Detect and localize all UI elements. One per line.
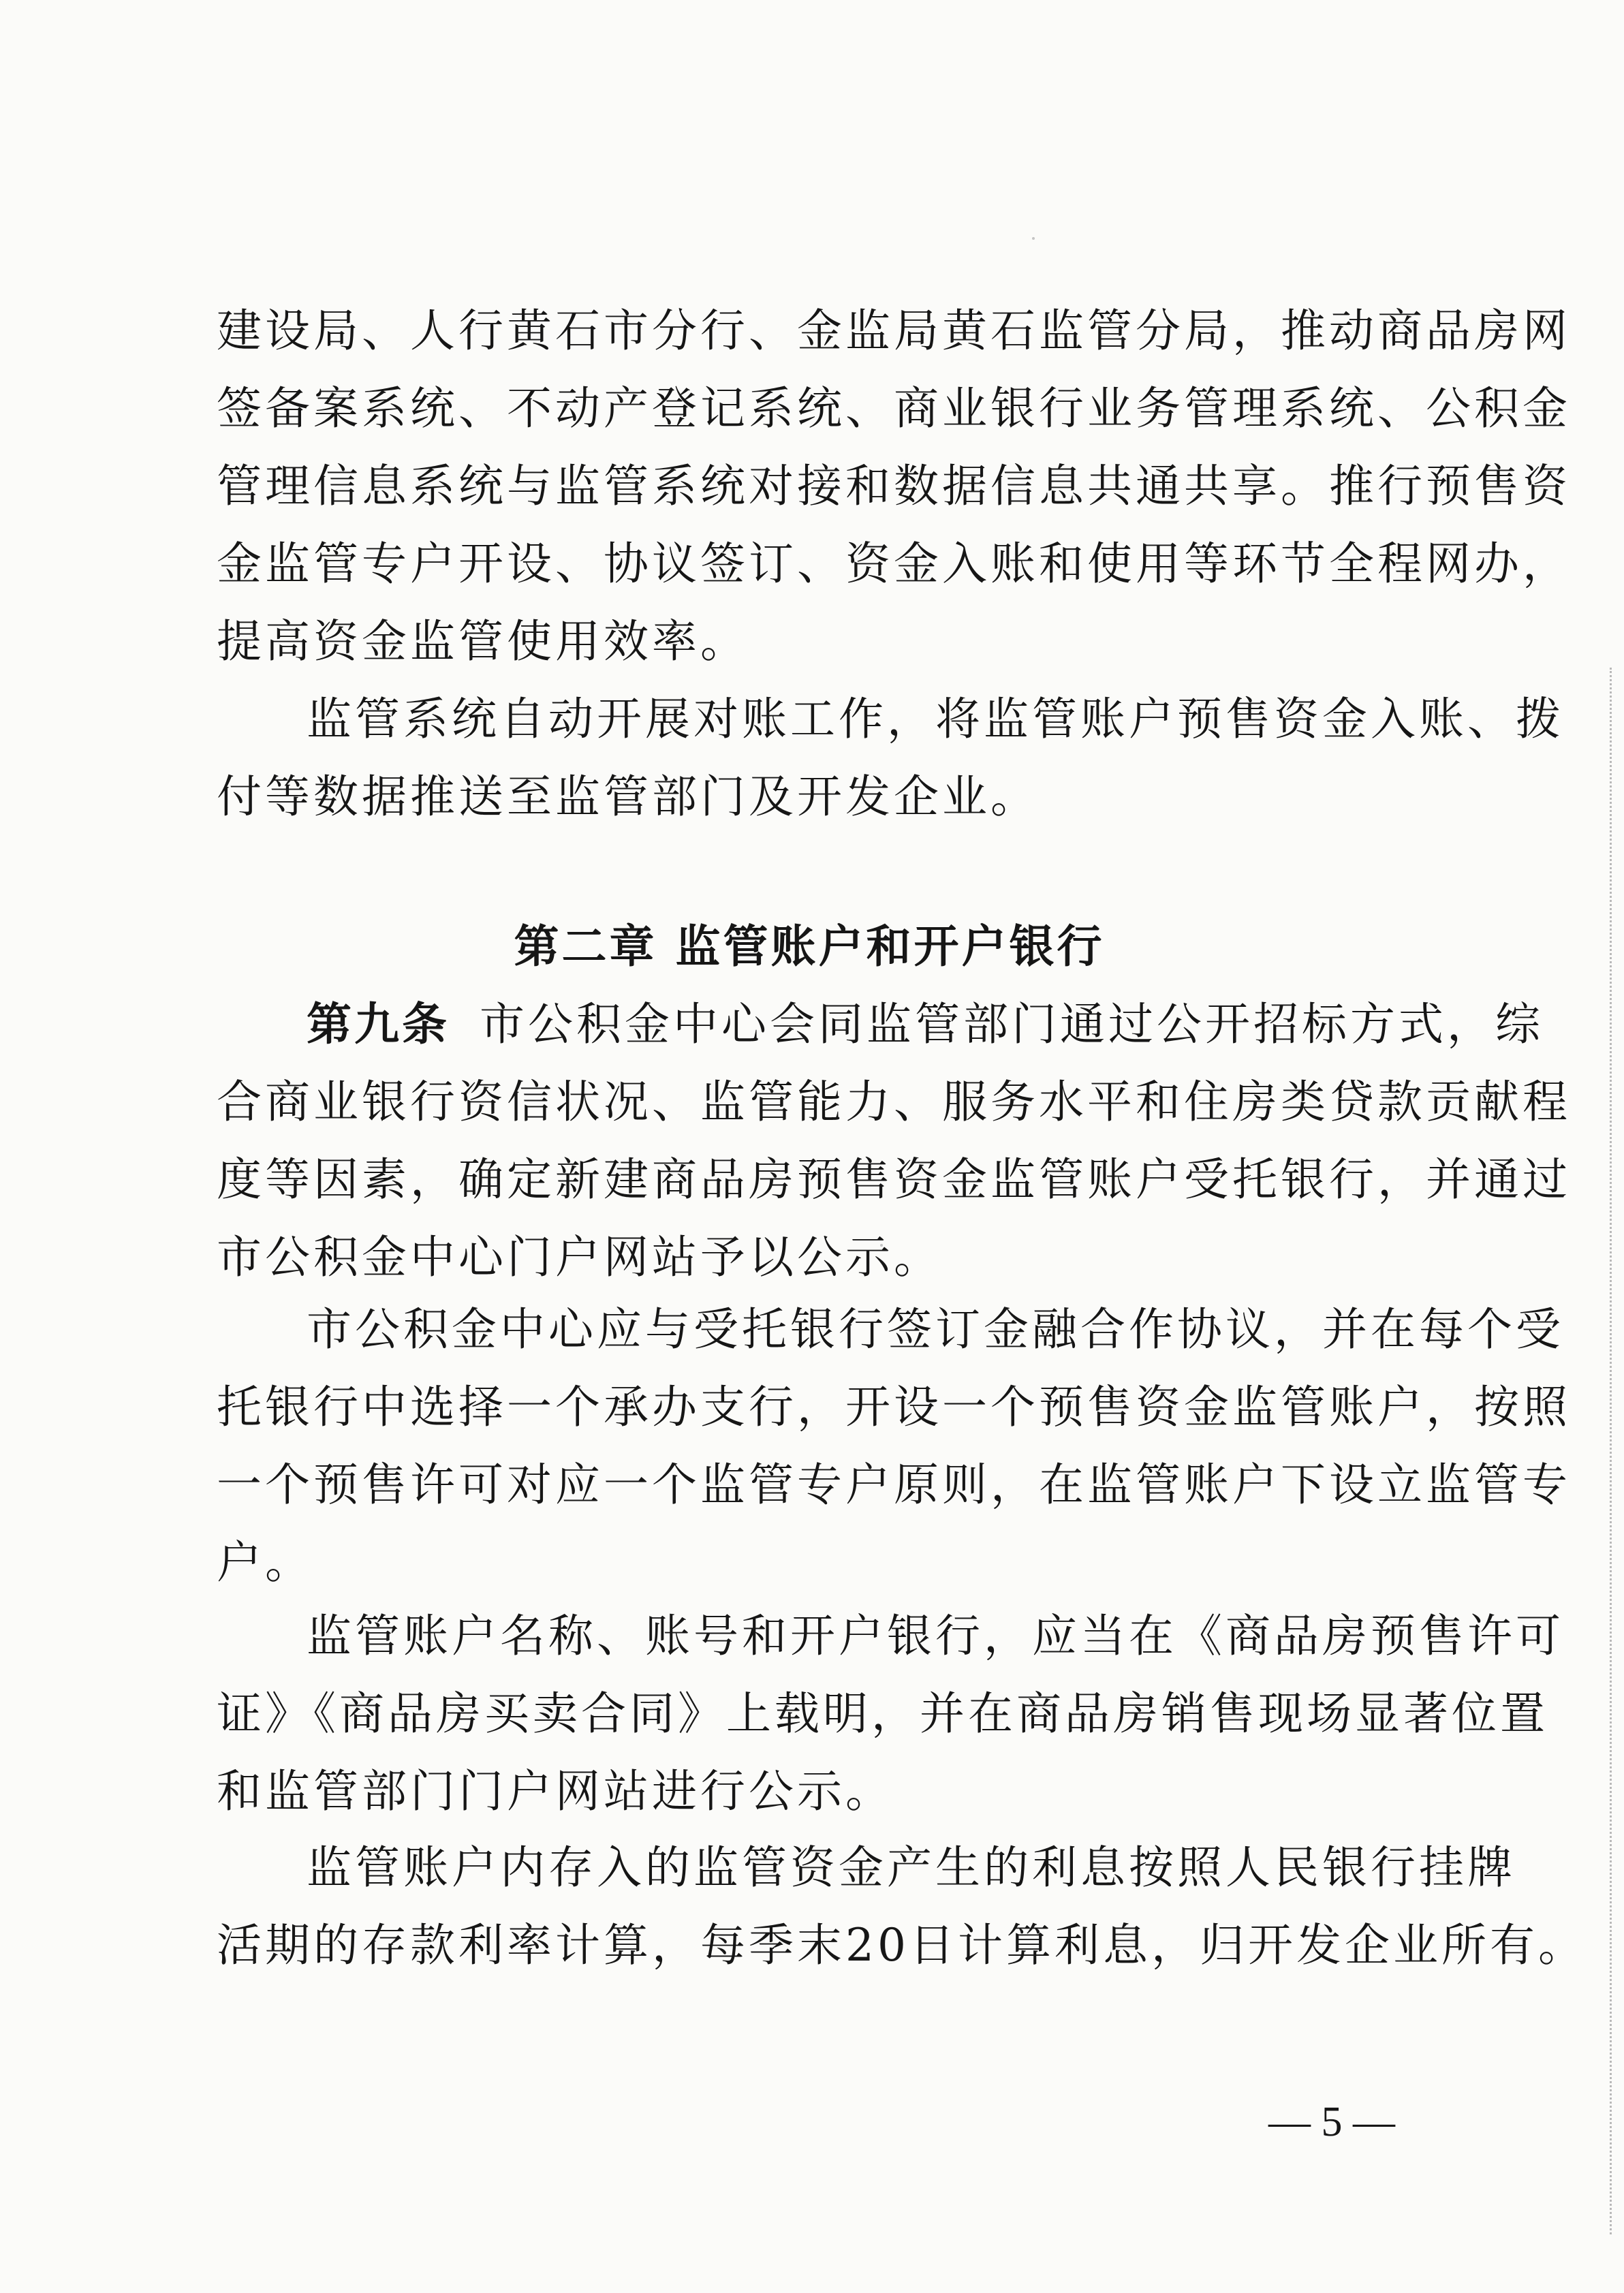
text-line: 市公积金中心应与受托银行签订金融合作协议，并在每个受 — [307, 1303, 1564, 1356]
text-line: 签备案系统、不动产登记系统、商业银行业务管理系统、公积金 — [217, 382, 1571, 435]
text-line: 托银行中选择一个承办支行，开设一个预售资金监管账户，按照 — [217, 1381, 1571, 1433]
text-line: 度等因素，确定新建商品房预售资金监管账户受托银行，并通过 — [217, 1153, 1571, 1206]
text-line: 监管账户内存入的监管资金产生的利息按照人民银行挂牌 — [307, 1841, 1516, 1894]
text-line: 监管系统自动开展对账工作，将监管账户预售资金入账、拨 — [307, 693, 1564, 745]
article-number: 第九条 — [307, 998, 450, 1050]
text-line: 证》《商品房买卖合同》上载明，并在商品房销售现场显著位置 — [217, 1687, 1548, 1740]
text-line: 金监管专户开设、协议签订、资金入账和使用等环节全程网办， — [217, 537, 1571, 590]
binding-edge-dots — [1610, 668, 1612, 2234]
text-line: 和监管部门门户网站进行公示。 — [217, 1765, 894, 1818]
text-line: 一个预售许可对应一个监管专户原则，在监管账户下设立监管专 — [217, 1459, 1571, 1511]
page-number: — 5 — — [1268, 2099, 1395, 2145]
text-line: 建设局、人行黄石市分行、金监局黄石监管分局，推动商品房网 — [217, 305, 1571, 357]
text-line: 活期的存款利率计算，每季末20日计算利息，归开发企业所有。 — [217, 1919, 1587, 1971]
text-line: 合商业银行资信状况、监管能力、服务水平和住房类贷款贡献程 — [217, 1076, 1571, 1128]
scan-speck — [1032, 237, 1035, 240]
text-line: 市公积金中心门户网站予以公示。 — [217, 1231, 942, 1283]
text-line: 管理信息系统与监管系统对接和数据信息共通共享。推行预售资 — [217, 460, 1571, 512]
text-line: 提高资金监管使用效率。 — [217, 615, 749, 668]
article-text: 市公积金中心会同监管部门通过公开招标方式，综 — [480, 998, 1544, 1050]
text-line: 监管账户名称、账号和开户银行，应当在《商品房预售许可 — [307, 1610, 1564, 1662]
text-line: 付等数据推送至监管部门及开发企业。 — [217, 770, 1039, 823]
chapter-heading: 第二章 监管账户和开户银行 — [514, 920, 1105, 973]
article-first-line — [307, 990, 1544, 1059]
text-line: 户。 — [217, 1536, 313, 1589]
